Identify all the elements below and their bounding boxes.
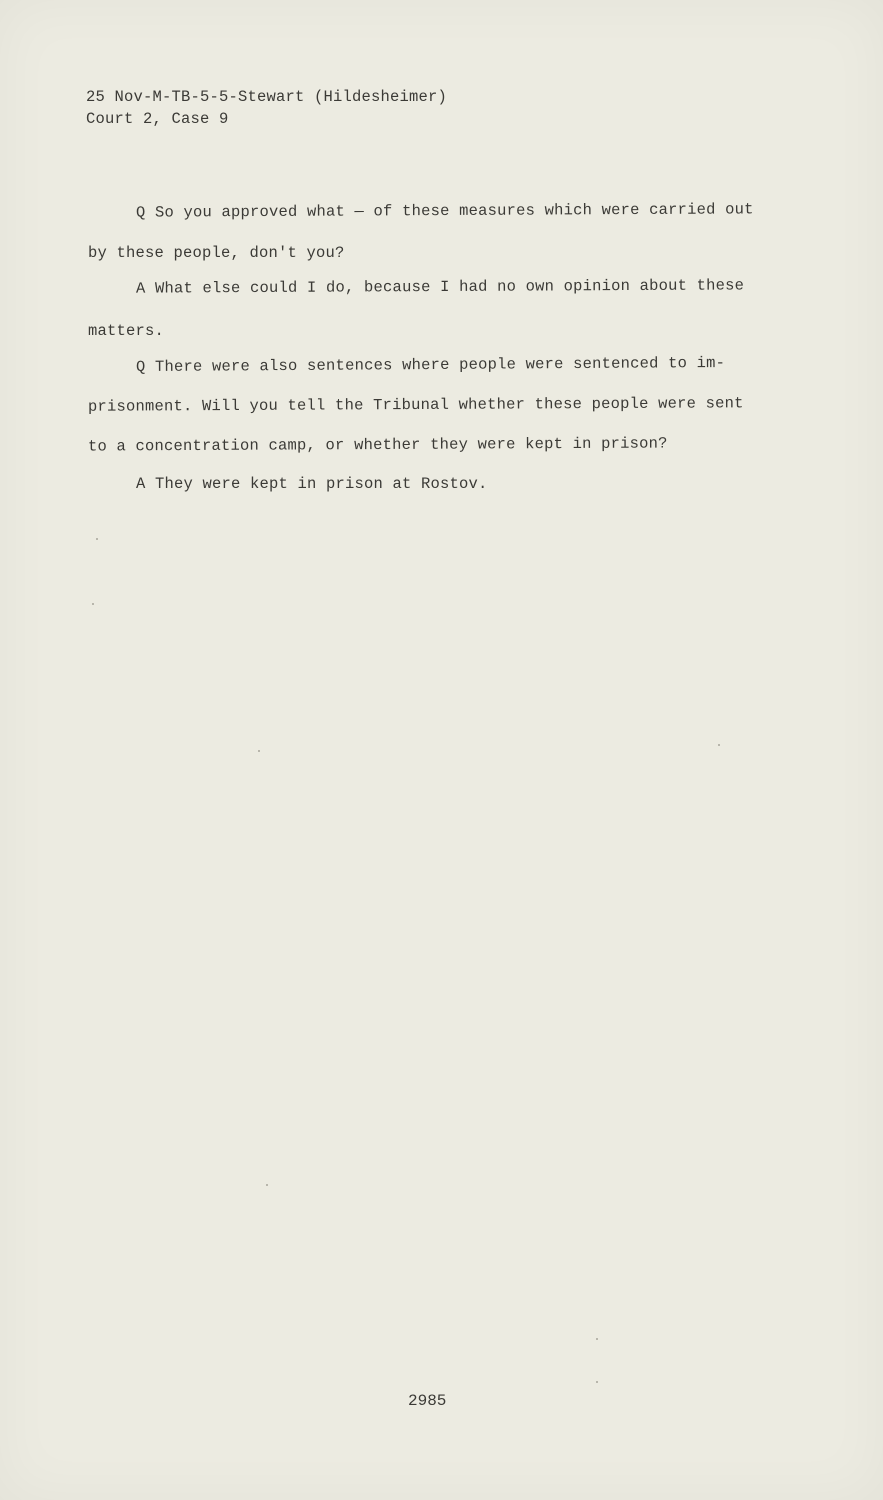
transcript-line: Q So you approved what — of these measures which were carried out [135,200,754,222]
paper-speck [596,1381,598,1383]
page-number: 2985 [408,1392,447,1410]
transcript-line: prisonment. Will you tell the Tribunal whether these people were sent [87,394,744,416]
transcript-line: A What else could I do, because I had no own opinion about these [135,276,745,298]
transcript-line: matters. [88,322,165,340]
transcript-line: A They were kept in prison at Rostov. [136,475,488,493]
paper-speck [92,603,94,605]
header-case-reference: 25 Nov-M-TB-5-5-Stewart (Hildesheimer) [86,88,448,106]
transcript-line: by these people, don't you? [88,244,345,262]
transcript-line: Q There were also sentences where people were sentenced to im- [135,353,726,377]
header-court-case: Court 2, Case 9 [86,110,229,128]
paper-speck [596,1338,598,1340]
transcript-line: to a concentration camp, or whether they were kept in prison? [87,434,668,456]
paper-speck [266,1184,268,1186]
paper-speck [258,750,260,752]
paper-speck [96,538,98,540]
paper-speck [718,744,720,746]
